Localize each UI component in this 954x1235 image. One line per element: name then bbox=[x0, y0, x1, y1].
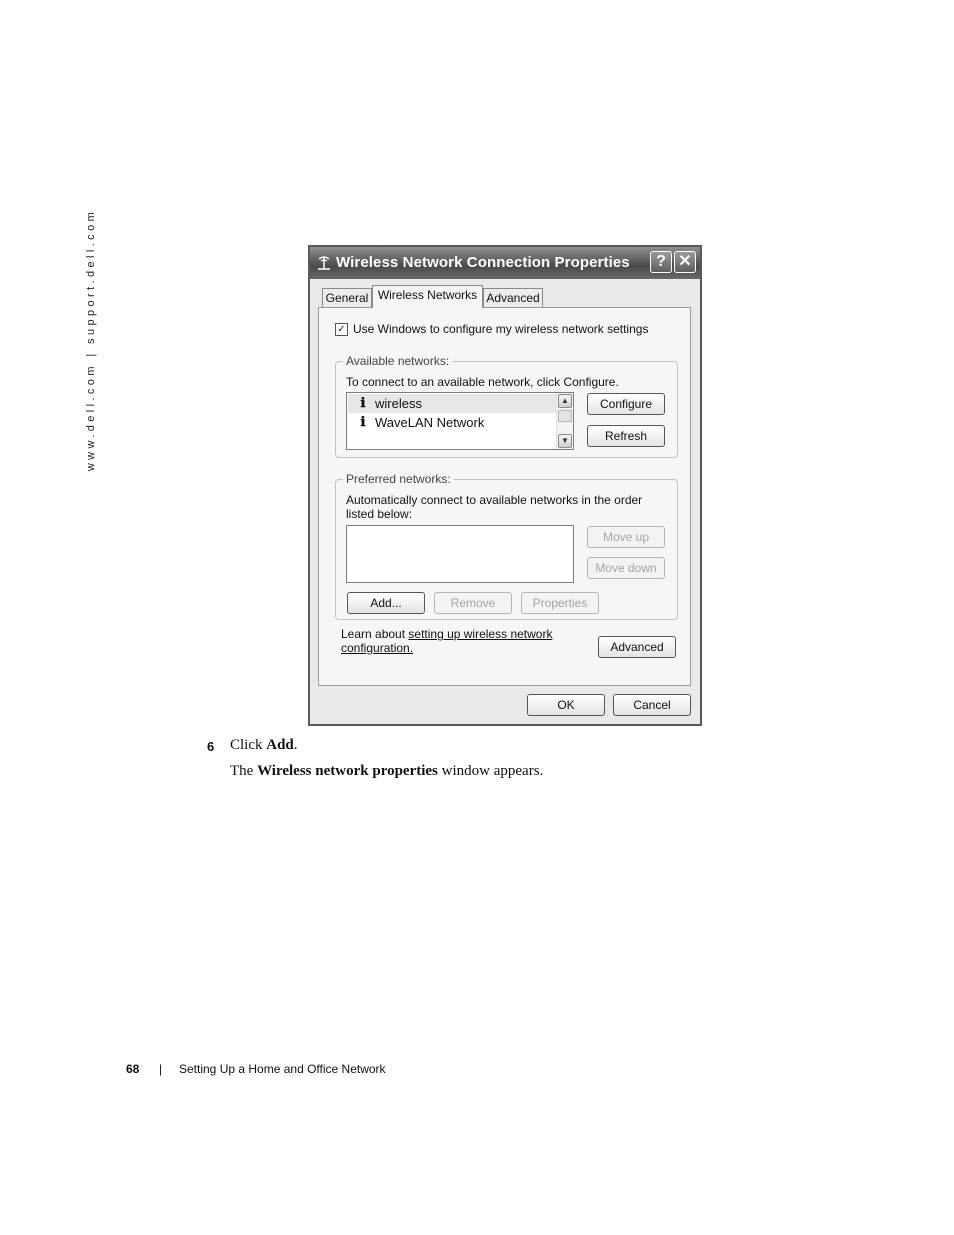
dialog-title: Wireless Network Connection Properties bbox=[336, 254, 630, 271]
list-item[interactable] bbox=[348, 394, 556, 413]
scroll-up-icon[interactable]: ▲ bbox=[558, 394, 572, 408]
page-footer bbox=[126, 1062, 386, 1076]
network-info-icon: ℹ bbox=[360, 396, 366, 411]
add-button[interactable]: Add... bbox=[347, 592, 425, 614]
network-name: wireless bbox=[375, 396, 422, 411]
available-instruction: To connect to an available network, click Configure. bbox=[346, 375, 619, 389]
close-button[interactable]: ✕ bbox=[674, 251, 696, 273]
tab-advanced[interactable]: Advanced bbox=[483, 288, 543, 308]
available-networks-list[interactable] bbox=[346, 392, 574, 450]
move-up-button[interactable]: Move up bbox=[587, 526, 665, 548]
cancel-button[interactable]: Cancel bbox=[613, 694, 691, 716]
help-button[interactable]: ? bbox=[650, 251, 672, 273]
preferred-instruction: Automatically connect to available networks in the order listed below: bbox=[346, 493, 643, 521]
page-number: 68 bbox=[126, 1062, 140, 1076]
side-url bbox=[84, 208, 98, 472]
available-networks-legend: Available networks: bbox=[343, 354, 452, 368]
scroll-down-icon[interactable]: ▼ bbox=[558, 434, 572, 448]
preferred-networks-legend: Preferred networks: bbox=[343, 472, 454, 486]
note-prefix: The bbox=[230, 763, 258, 779]
preferred-networks-list[interactable] bbox=[346, 525, 574, 583]
note-bold: Wireless network properties bbox=[257, 763, 438, 779]
available-networks-group bbox=[335, 354, 678, 458]
side-url-text: www.dell.com | support.dell.com bbox=[85, 208, 98, 472]
learn-about-text bbox=[341, 627, 561, 655]
network-icon bbox=[315, 254, 333, 272]
tab-general[interactable]: General bbox=[322, 288, 372, 308]
remove-button[interactable]: Remove bbox=[434, 592, 512, 614]
list-scrollbar[interactable] bbox=[556, 393, 573, 449]
use-windows-checkbox[interactable]: ✓ bbox=[335, 323, 348, 336]
properties-button[interactable]: Properties bbox=[521, 592, 599, 614]
step-suffix: . bbox=[293, 737, 298, 753]
preferred-networks-group bbox=[335, 472, 678, 620]
title-bar[interactable] bbox=[310, 247, 700, 279]
advanced-button[interactable]: Advanced bbox=[598, 636, 676, 658]
list-item[interactable] bbox=[348, 413, 556, 432]
refresh-button[interactable]: Refresh bbox=[587, 425, 665, 447]
step-note bbox=[230, 763, 543, 780]
scroll-thumb[interactable] bbox=[558, 410, 572, 422]
learn-link[interactable]: setting up wireless network configuration. bbox=[341, 627, 553, 655]
network-name: WaveLAN Network bbox=[375, 415, 485, 430]
checkbox-label: Use Windows to configure my wireless network settings bbox=[353, 322, 649, 336]
step-number: 6 bbox=[207, 739, 215, 754]
learn-prefix: Learn about bbox=[341, 627, 409, 641]
move-down-button[interactable]: Move down bbox=[587, 557, 665, 579]
step-prefix: Click bbox=[230, 737, 267, 753]
footer-separator: | bbox=[159, 1062, 163, 1076]
use-windows-checkbox-row[interactable] bbox=[335, 322, 648, 336]
step-text bbox=[230, 737, 298, 754]
configure-button[interactable]: Configure bbox=[587, 393, 665, 415]
ok-button[interactable]: OK bbox=[527, 694, 605, 716]
tab-panel bbox=[318, 307, 691, 686]
note-suffix: window appears. bbox=[437, 763, 544, 779]
section-title: Setting Up a Home and Office Network bbox=[179, 1062, 386, 1076]
step-bold: Add bbox=[266, 737, 294, 753]
network-info-icon: ℹ bbox=[360, 415, 366, 430]
properties-dialog bbox=[308, 245, 702, 726]
tab-wireless-networks[interactable]: Wireless Networks bbox=[372, 285, 483, 308]
